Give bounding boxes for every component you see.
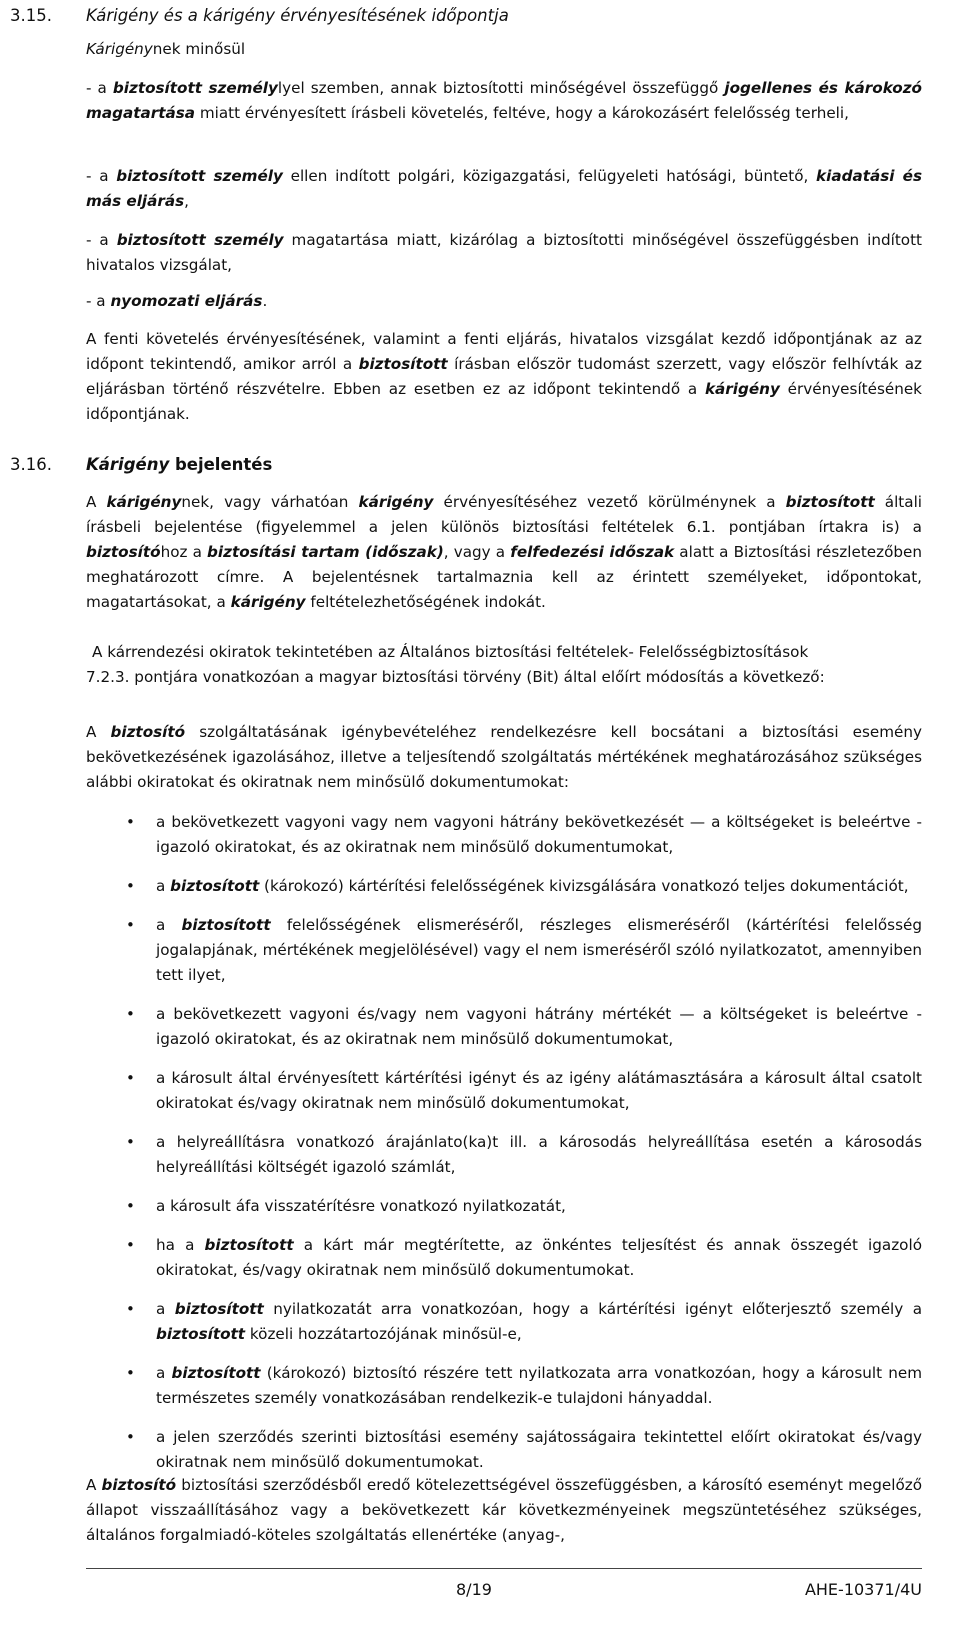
claim-item-2: - a biztosított személy ellen indított polgári, közigazgatási, felügyeleti hatósági, büntető, kiadatási és más eljárás, (86, 167, 922, 210)
list-item: • a biztosított felelősségének elismeréséről, részleges elismeréséről (kártérítési felelősség jogalapjának, mértékének megjelölésével) vagy el nem ismeréséről szóló nyilatkozatot, amennyiben tett ilyet, (86, 913, 922, 988)
list-item: • a károsult által érvényesített kártérítési igényt és az igény alátámasztására a károsult által csatolt okiratokat és/vagy okiratnak nem minősülő dokumentumokat, (86, 1066, 922, 1116)
documents-intro-paragraph: A biztosító szolgáltatásának igénybevételéhez rendelkezésre kell bocsátani a biztosítási esemény bekövetkezésének igazolásához, illetve a teljesítendő szolgáltatás mértékének meghatározásához szükséges alábbi okiratokat és okiratnak nem minősülő dokumentumokat: (86, 723, 923, 791)
section-title-keyword: Kárigény (86, 455, 170, 474)
section-title-rest: bejelentés (169, 455, 273, 474)
footer-divider (86, 1568, 922, 1569)
section-number: 3.16. (10, 455, 52, 474)
list-item: • a károsult áfa visszatérítésre vonatkozó nyilatkozatát, (86, 1194, 922, 1219)
section-heading-3-16 (10, 452, 272, 478)
list-item: • a biztosított (károkozó) biztosító részére tett nyilatkozata arra vonatkozóan, hogy a károsult nem természetes személy vonatkozásában rendelkezik-e tulajdoni hányaddal. (86, 1361, 922, 1411)
document-code: AHE-10371/4U (804, 1580, 922, 1599)
list-item: • a biztosított (károkozó) kártérítési felelősségének kivizsgálására vonatkozó teljes dokumentációt, (86, 874, 922, 899)
claim-item-3: - a biztosított személy magatartása miatt, kizárólag a biztosítotti minőségével összefüggésben indított hivatalos vizsgálat, (86, 231, 922, 274)
modification-paragraph: A kárrendezési okiratok tekintetében az Általános biztosítási feltételek- Felelősségbiztosítások 7.2.3. pontjára vonatkozóan a magyar biztosítási törvény (Bit) által előírt módosítás a következő: (86, 643, 825, 686)
notification-paragraph: A kárigénynek, vagy várhatóan kárigény érvényesítéséhez vezető körülménynek a biztosított általi írásbeli bejelentése (figyelemmel a jelen különös biztosítási feltételek 6.1. pontjában írtakra is) a biztosítóhoz a biztosítási tartam (időszak), vagy a felfedezési időszak alatt a Biztosítási részletezőben meghatározott címre. A bejelentésnek tartalmaznia kell az érintett személyeket, időpontokat, magatartásokat, a kárigény feltételezhetőségének indokát. (86, 493, 923, 611)
list-item: • a biztosított nyilatkozatát arra vonatkozóan, hogy a kártérítési igényt előterjesztő személy a biztosított közeli hozzátartozójának minősül-e, (86, 1297, 922, 1347)
list-item: • a helyreállításra vonatkozó árajánlato(ka)t ill. a károsodás helyreállítása esetén a károsodás helyreállítási költségét igazoló számlát, (86, 1130, 922, 1180)
section-number: 3.15. (10, 6, 52, 25)
page-number: 8/19 (456, 1580, 492, 1599)
list-item: • ha a biztosított a kárt már megtérítette, az önkéntes teljesítést és annak összegét igazoló okiratokat, és/vagy okiratnak nem minősülő dokumentumokat. (86, 1233, 922, 1283)
cost-paragraph: A biztosító biztosítási szerződésből eredő kötelezettségével összefüggésben, a károsító eseményt megelőző állapot visszaállításához vagy a bekövetkezett kár következményeinek megszüntetéséhez szükséges, általános forgalmiadó-köteles szolgáltatás ellenértéke (anyag-, (86, 1476, 922, 1544)
section-heading-3-15 (10, 3, 509, 29)
claim-item-1: - a biztosított személylyel szemben, annak biztosítotti minőségével összefüggő jogellenes és károkozó magatartása miatt érvényesített írásbeli követelés, feltéve, hogy a károkozásért felelősség terheli, (86, 79, 922, 122)
required-documents-list (86, 810, 922, 1475)
qualifies-line: Kárigénynek minősül (86, 40, 246, 58)
section-title: Kárigény és a kárigény érvényesítésének időpontja (86, 6, 509, 25)
claim-date-paragraph: A fenti követelés érvényesítésének, valamint a fenti eljárás, hivatalos vizsgálat kezdő időpontjának az az időpont tekintendő, amikor arról a biztosított írásban először tudomást szerzett, vagy először felhívták az eljárásban történő részvételre. Ebben az esetben ez az időpont tekintendő a kárigény érvényesítésének időpontjának. (86, 330, 922, 423)
list-item: • a bekövetkezett vagyoni és/vagy nem vagyoni hátrány mértékét — a költségeket is beleértve - igazoló okiratokat, és az okiratnak nem minősülő dokumentumokat, (86, 1002, 922, 1052)
list-item: • a bekövetkezett vagyoni vagy nem vagyoni hátrány bekövetkezését — a költségeket is beleértve - igazoló okiratokat, és az okiratnak nem minősülő dokumentumokat, (86, 810, 922, 860)
claim-item-4: - a nyomozati eljárás. (86, 292, 268, 310)
list-item: • a jelen szerződés szerinti biztosítási esemény sajátosságaira tekintettel előírt okiratokat és/vagy okiratnak nem minősülő dokumentumokat. (86, 1425, 922, 1475)
